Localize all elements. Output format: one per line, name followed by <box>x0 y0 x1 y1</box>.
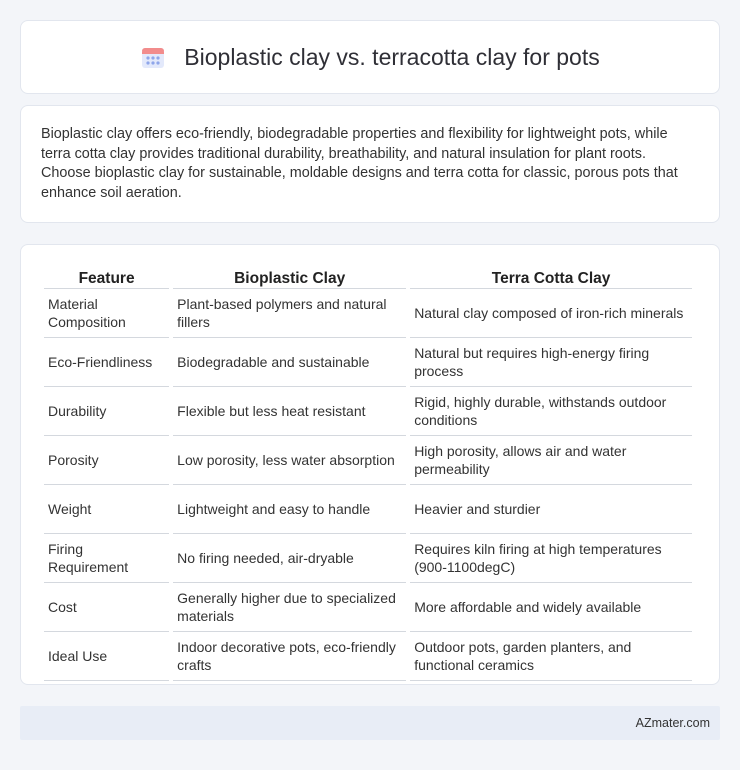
cell-terracotta: Natural but requires high-energy firing process <box>410 338 692 387</box>
footer <box>20 706 720 740</box>
cell-feature: Porosity <box>44 436 169 485</box>
cell-bioplastic: No firing needed, air-dryable <box>173 534 406 583</box>
cell-feature: Cost <box>44 583 169 632</box>
cell-feature: Durability <box>44 387 169 436</box>
cell-terracotta: Natural clay composed of iron-rich minerals <box>410 289 692 338</box>
cell-feature: Weight <box>44 485 169 534</box>
table-row <box>44 289 692 338</box>
table-row <box>44 338 692 387</box>
intro-text: Bioplastic clay offers eco-friendly, biodegradable properties and flexibility for lightweight pots, while terra cotta clay provides traditional durability, breathability, and natural insulation for plant roots. Choose bioplastic clay for sustainable, moldable designs and terra cotta for classic, porous pots that enhance soil aeration. <box>41 126 678 201</box>
cell-feature: Ideal Use <box>44 632 169 681</box>
header-feature: Feature <box>44 265 169 289</box>
table-row <box>44 485 692 534</box>
cell-feature: Eco-Friendliness <box>44 338 169 387</box>
table-row <box>44 387 692 436</box>
comparison-table <box>40 265 696 681</box>
table-row <box>44 436 692 485</box>
header-bioplastic: Bioplastic Clay <box>173 265 406 289</box>
cell-terracotta: Requires kiln firing at high temperatures (900-1100degC) <box>410 534 692 583</box>
table-row <box>44 534 692 583</box>
cell-bioplastic: Low porosity, less water absorption <box>173 436 406 485</box>
header-terracotta: Terra Cotta Clay <box>410 265 692 289</box>
calendar-icon <box>140 44 166 70</box>
cell-bioplastic: Generally higher due to specialized materials <box>173 583 406 632</box>
cell-terracotta: High porosity, allows air and water permeability <box>410 436 692 485</box>
cell-bioplastic: Indoor decorative pots, eco-friendly crafts <box>173 632 406 681</box>
cell-bioplastic: Lightweight and easy to handle <box>173 485 406 534</box>
cell-feature: Firing Requirement <box>44 534 169 583</box>
cell-bioplastic: Flexible but less heat resistant <box>173 387 406 436</box>
cell-terracotta: Heavier and sturdier <box>410 485 692 534</box>
title-card <box>20 20 720 94</box>
table-row <box>44 632 692 681</box>
comparison-card <box>20 244 720 685</box>
cell-feature: Material Composition <box>44 289 169 338</box>
cell-terracotta: Rigid, highly durable, withstands outdoor conditions <box>410 387 692 436</box>
intro-card <box>20 105 720 223</box>
footer-brand[interactable]: AZmater.com <box>635 716 710 730</box>
cell-terracotta: More affordable and widely available <box>410 583 692 632</box>
cell-terracotta: Outdoor pots, garden planters, and functional ceramics <box>410 632 692 681</box>
table-row <box>44 583 692 632</box>
page-title: Bioplastic clay vs. terracotta clay for pots <box>184 43 600 70</box>
table-header-row <box>44 265 692 289</box>
cell-bioplastic: Biodegradable and sustainable <box>173 338 406 387</box>
cell-bioplastic: Plant-based polymers and natural fillers <box>173 289 406 338</box>
